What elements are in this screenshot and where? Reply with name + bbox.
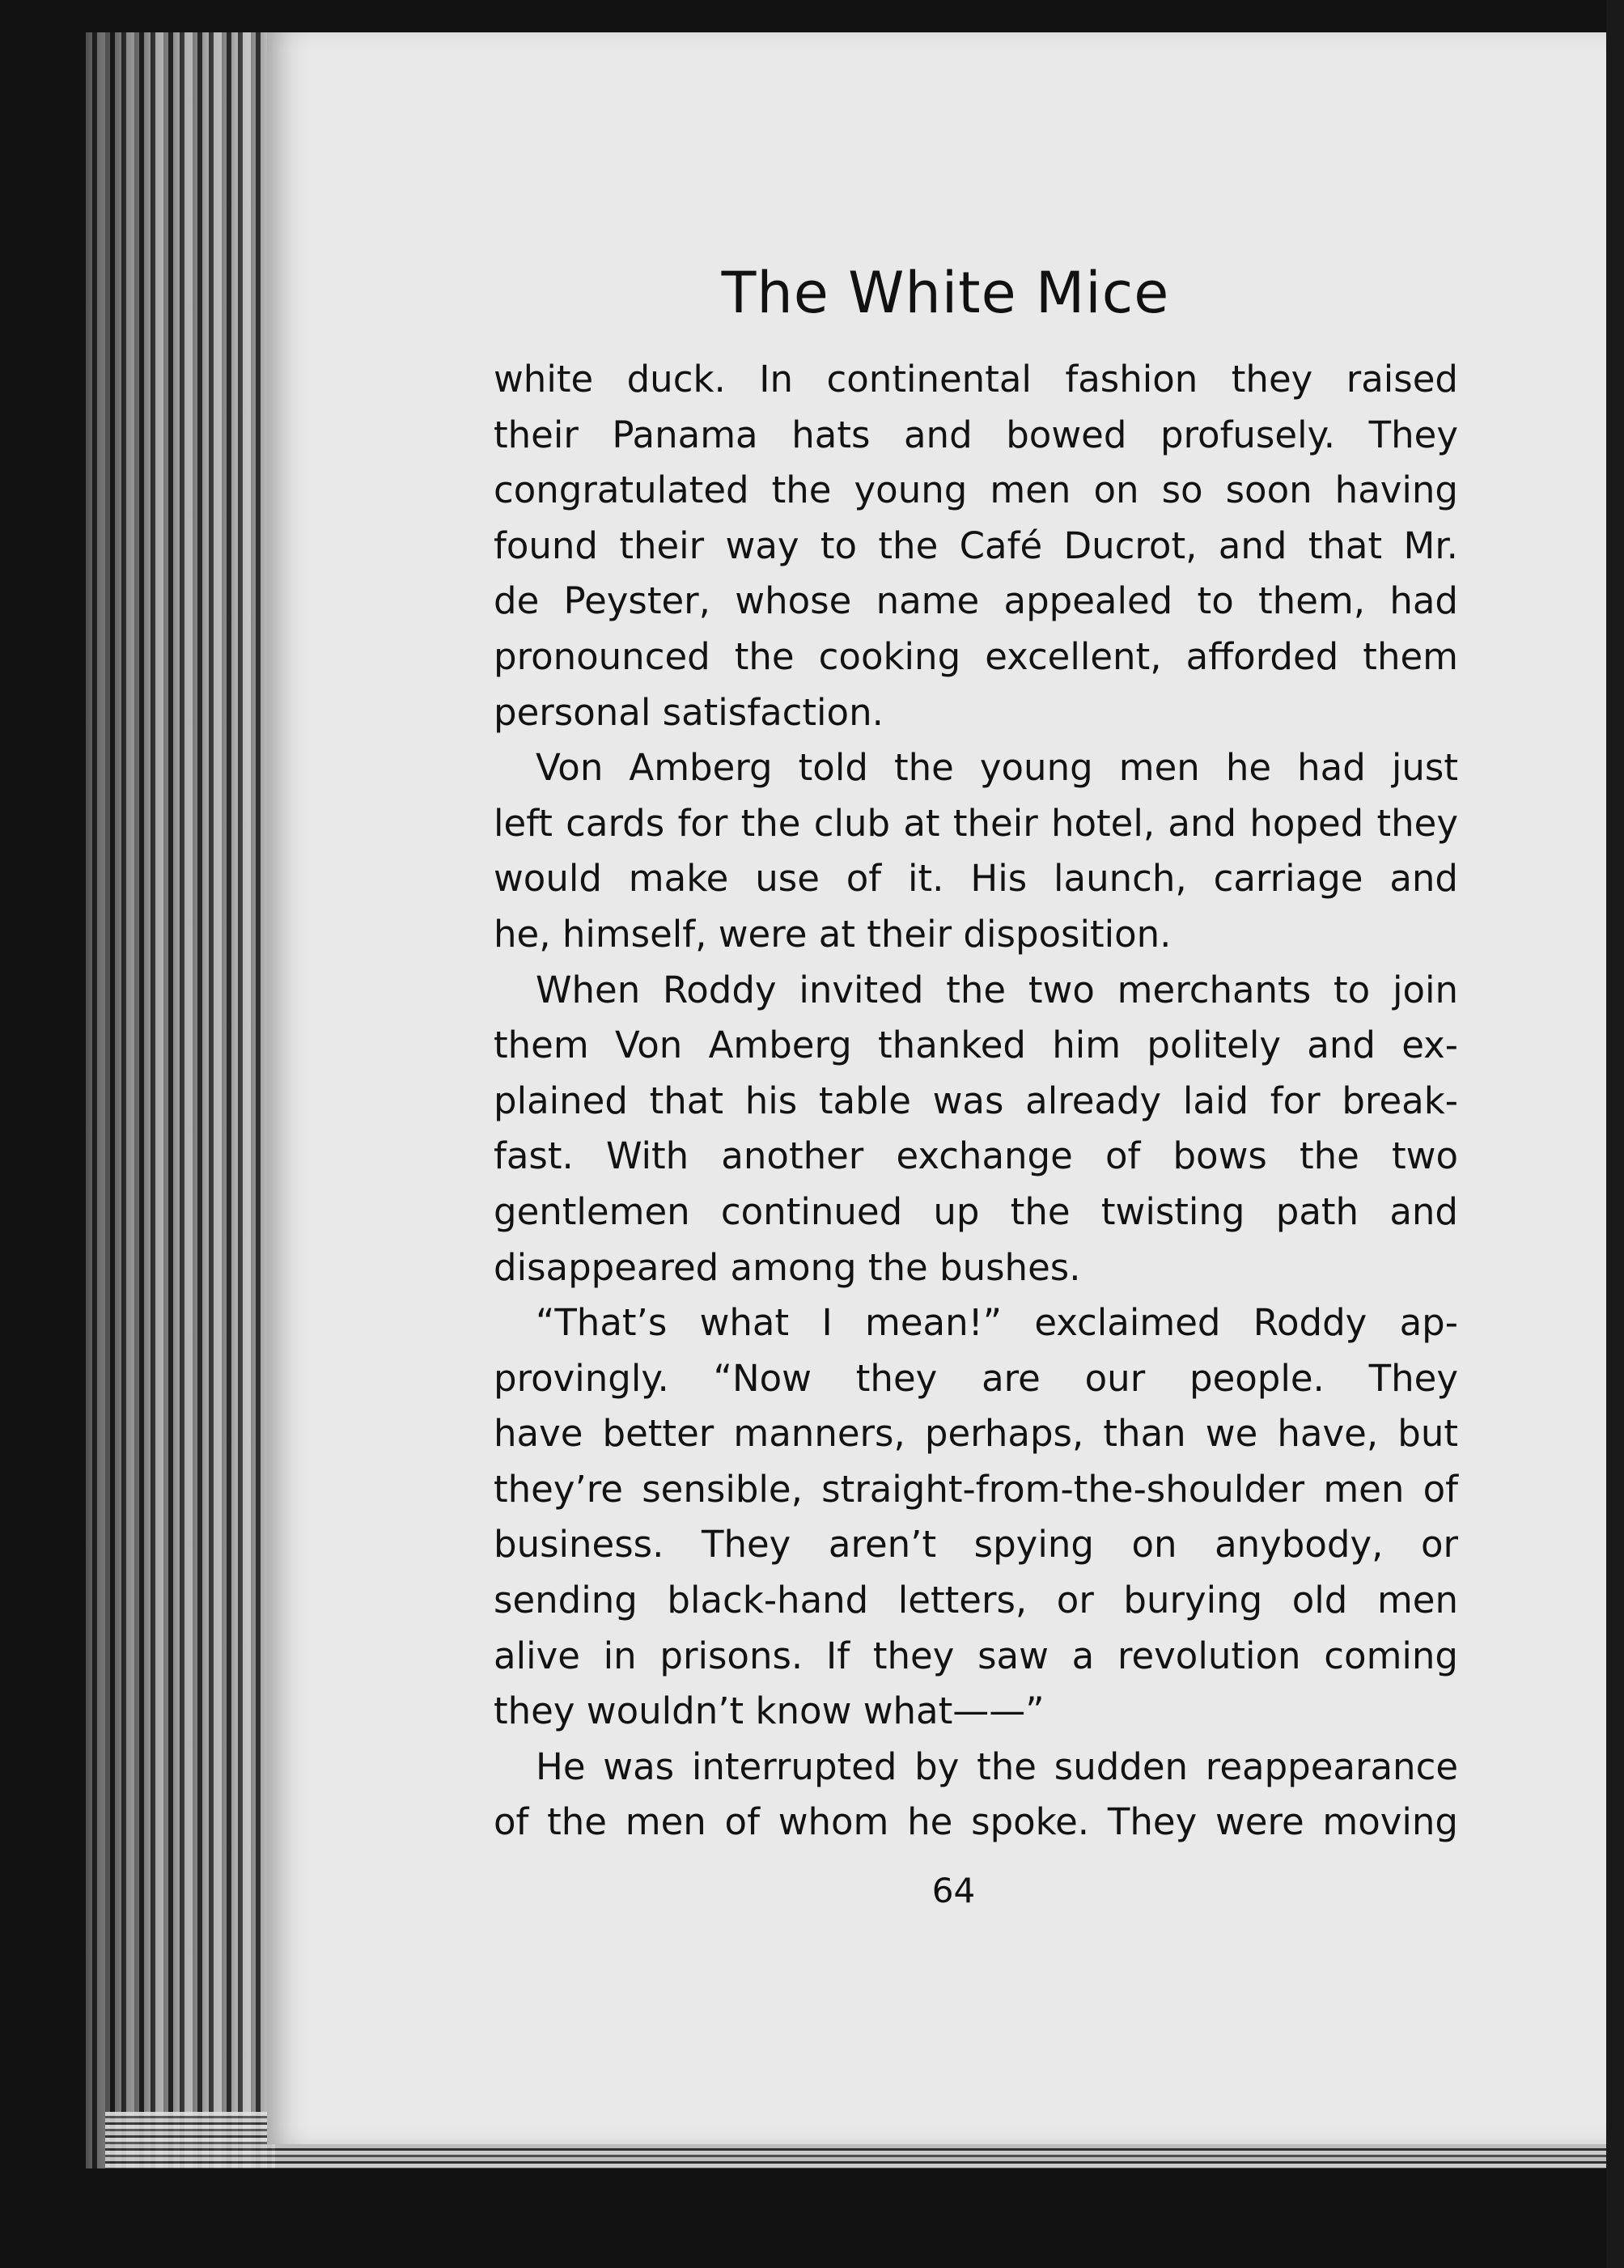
page-number: 64 (931, 1871, 976, 1910)
scan-right-border (1606, 0, 1624, 2268)
text-line: gentlemen continued up the twisting path and (494, 1189, 1458, 1233)
running-head: The White Mice (721, 260, 1170, 326)
text-line: would make use of it. His launch, carriage and (494, 857, 1458, 901)
page-edges-shadow (81, 32, 275, 2168)
text-line: they’re sensible, straight-from-the-shoulder men of (494, 1467, 1458, 1511)
text-line: white duck. In continental fashion they raised (494, 358, 1458, 401)
text-line: congratulated the young men on so soon having (494, 468, 1458, 512)
text-line: pronounced the cooking excellent, afforded them (494, 634, 1458, 678)
text-line: disappeared among the bushes. (494, 1245, 1081, 1289)
text-line: plained that his table was already laid for break- (494, 1079, 1458, 1122)
text-line: have better manners, perhaps, than we have, but (494, 1412, 1458, 1456)
text-line: they wouldn’t know what——” (494, 1689, 1045, 1733)
text-line: fast. With another exchange of bows the two (494, 1134, 1458, 1178)
text-line: he, himself, were at their disposition. (494, 912, 1172, 956)
text-line: their Panama hats and bowed profusely. They (494, 413, 1458, 456)
text-line: “That’s what I mean!” exclaimed Roddy ap- (536, 1301, 1458, 1345)
text-line: Von Amberg told the young men he had just (536, 746, 1458, 790)
text-line: He was interrupted by the sudden reappearance (536, 1744, 1458, 1788)
text-line: personal satisfaction. (494, 690, 884, 734)
text-line: provingly. “Now they are our people. They (494, 1356, 1458, 1400)
text-line: alive in prisons. If they saw a revolution coming (494, 1634, 1458, 1677)
text-line: When Roddy invited the two merchants to join (536, 968, 1458, 1011)
text-line: them Von Amberg thanked him politely and ex- (494, 1024, 1458, 1067)
text-line: de Peyster, whose name appealed to them, had (494, 579, 1458, 623)
text-line: of the men of whom he spoke. They were moving (494, 1800, 1458, 1844)
text-line: left cards for the club at their hotel, and hoped they (494, 801, 1458, 845)
text-line: sending black-hand letters, or burying old men (494, 1579, 1458, 1622)
body-text (494, 352, 1624, 1850)
text-line: business. They aren’t spying on anybody, or (494, 1523, 1458, 1566)
text-line: found their way to the Café Ducrot, and that Mr. (494, 524, 1458, 567)
book-page (267, 32, 1624, 2144)
